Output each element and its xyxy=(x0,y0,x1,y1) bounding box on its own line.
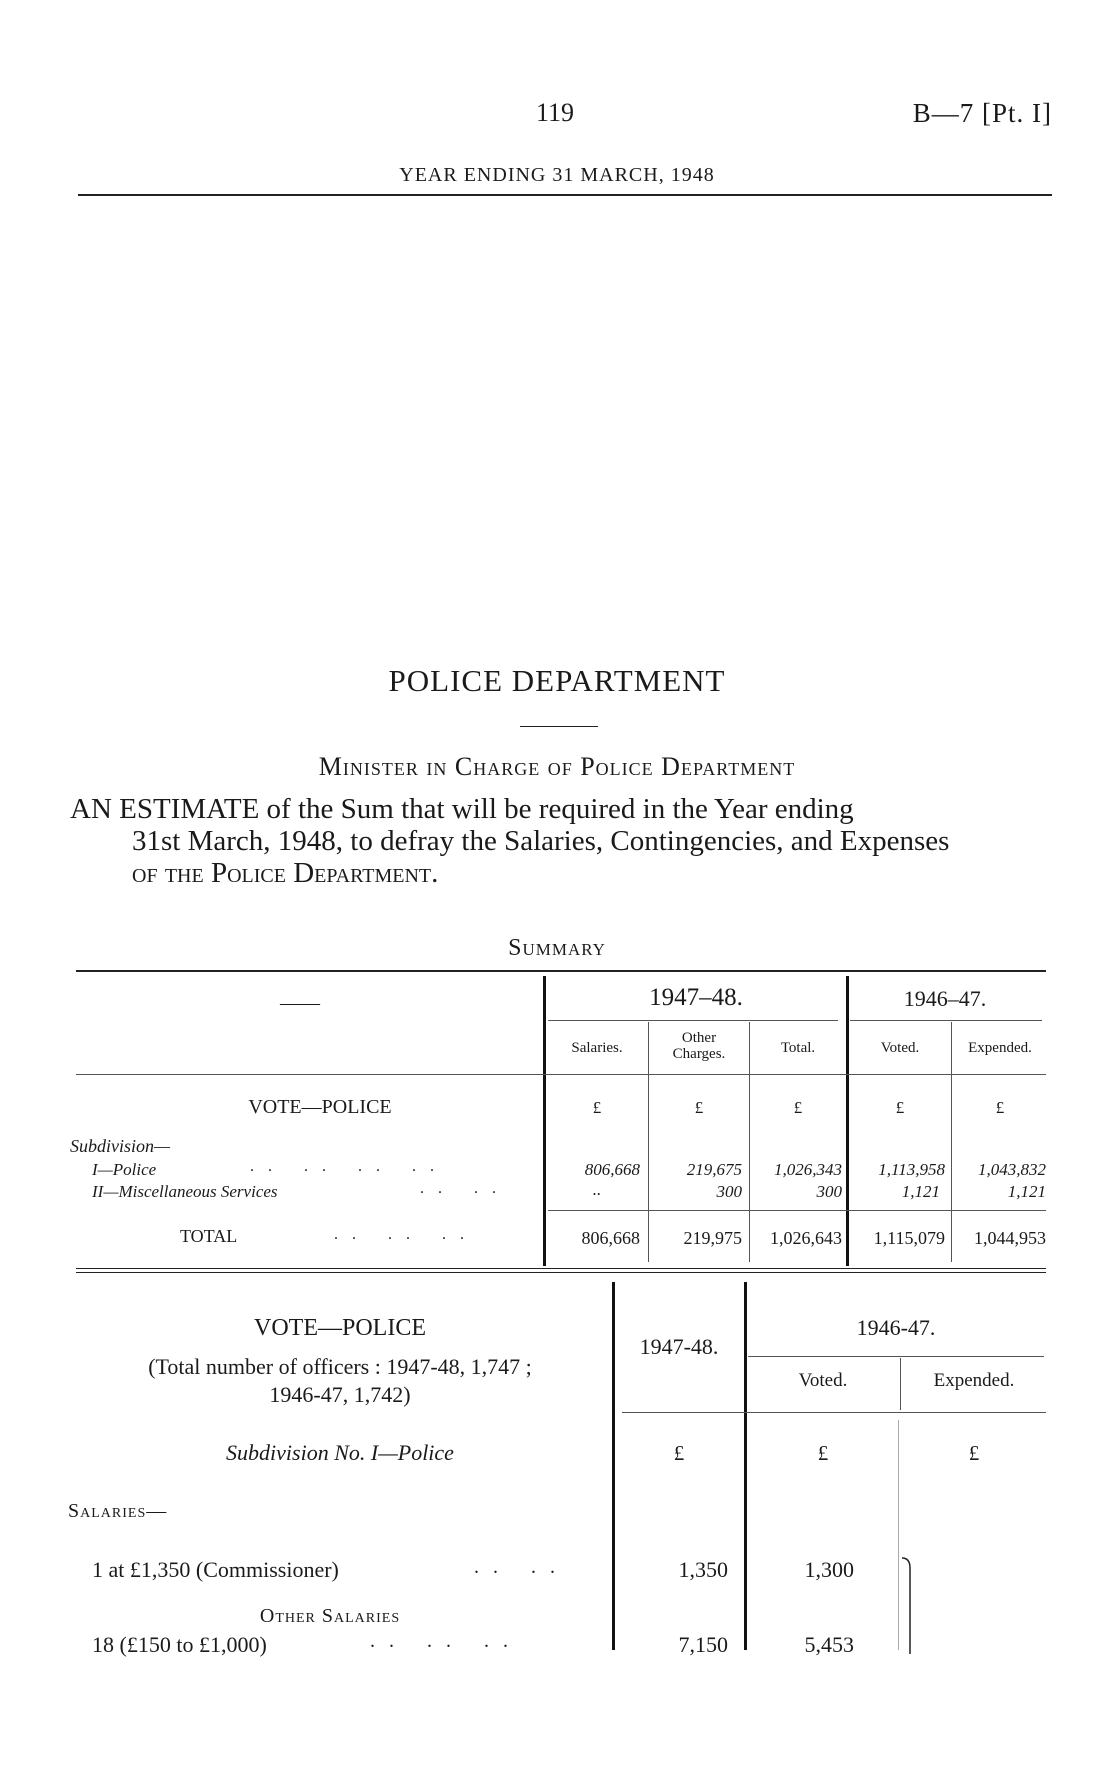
summary-header-rule xyxy=(76,1074,1046,1075)
summary-sub-other-line1: Other xyxy=(681,1030,717,1046)
detail-col-1946: 1946-47. xyxy=(856,1315,936,1340)
summary-vote-label: VOTE—POLICE xyxy=(248,1096,392,1118)
detail-cell-1947: 7,150 xyxy=(678,1632,728,1657)
summary-sub-rule-1946 xyxy=(850,1020,1042,1021)
summary-row-leader: .. .. xyxy=(420,1180,510,1197)
detail-officers-line-2: 1946-47, 1,742) xyxy=(269,1382,411,1407)
detail-currency-1947: £ xyxy=(673,1441,685,1465)
document-reference: B—7 [Pt. I] xyxy=(912,98,1052,128)
detail-row-leader: .. .. xyxy=(474,1556,569,1578)
summary-title: Summary xyxy=(508,935,606,961)
detail-sub-voted: Voted. xyxy=(798,1370,848,1391)
detail-subdivision: Subdivision No. I—Police xyxy=(226,1440,454,1465)
estimate-line-2: 31st March, 1948, to defray the Salaries, Contingencies, and Expenses xyxy=(132,825,950,857)
summary-currency-other: £ xyxy=(694,1098,704,1117)
summary-cell: 1,113,958 xyxy=(878,1160,945,1179)
department-title: POLICE DEPARTMENT xyxy=(388,663,726,698)
summary-subdivision-label: Subdivision— xyxy=(70,1136,171,1156)
detail-vline-1946 xyxy=(744,1282,747,1650)
summary-sub-rule-1947 xyxy=(548,1020,838,1021)
detail-other-salaries-heading: Other Salaries xyxy=(259,1605,401,1627)
summary-sub-total: Total. xyxy=(780,1040,816,1056)
summary-currency-voted: £ xyxy=(895,1098,905,1117)
summary-cell: 1,043,832 xyxy=(978,1160,1046,1179)
summary-vline-main xyxy=(543,976,546,1266)
summary-total-cell: 219,975 xyxy=(683,1228,742,1248)
expended-bracket xyxy=(900,1556,916,1656)
summary-cell: 1,121 xyxy=(901,1182,940,1201)
summary-sub-other xyxy=(650,1030,748,1062)
summary-row-label: I—Police xyxy=(92,1160,157,1179)
summary-vline-other xyxy=(648,1022,649,1262)
detail-row-label: 1 at £1,350 (Commissioner) xyxy=(92,1557,339,1582)
minister-line: Minister in Charge of Police Department xyxy=(318,752,796,781)
detail-officers-line-1: (Total number of officers : 1947-48, 1,747 ; xyxy=(148,1354,532,1379)
year-heading: YEAR ENDING 31 MARCH, 1948 xyxy=(399,164,715,186)
title-divider xyxy=(520,726,598,727)
summary-total-cell: 1,115,079 xyxy=(873,1228,945,1248)
summary-total-label: TOTAL xyxy=(180,1226,238,1246)
page-number: 119 xyxy=(536,98,575,127)
summary-col-1946: 1946–47. xyxy=(903,986,987,1011)
summary-currency-expended: £ xyxy=(995,1098,1005,1117)
estimate-text xyxy=(70,793,1060,889)
detail-header-rule xyxy=(622,1412,1046,1413)
estimate-line-1: AN ESTIMATE of the Sum that will be required in the Year ending xyxy=(70,793,854,825)
summary-dash: —— xyxy=(280,992,320,1014)
summary-sub-salaries: Salaries. xyxy=(571,1040,623,1056)
summary-sub-voted: Voted. xyxy=(880,1040,920,1056)
summary-cell: .. xyxy=(592,1180,602,1199)
summary-sub-other-line2: Charges. xyxy=(672,1046,726,1062)
summary-cell: 1,026,343 xyxy=(774,1160,842,1179)
detail-cell-voted: 5,453 xyxy=(804,1632,854,1657)
summary-cell: 219,675 xyxy=(686,1160,742,1179)
summary-total-leader: .. .. .. xyxy=(334,1226,478,1243)
summary-row-leader: .. .. .. .. xyxy=(250,1158,448,1175)
detail-row-label: 18 (£150 to £1,000) xyxy=(92,1632,267,1657)
detail-row-leader: .. .. .. xyxy=(370,1630,522,1652)
summary-row-label: II—Miscellaneous Services xyxy=(92,1182,278,1201)
summary-currency-total: £ xyxy=(793,1098,803,1117)
detail-vline-main xyxy=(612,1282,615,1650)
detail-sub-rule-1946 xyxy=(748,1356,1044,1357)
summary-total-cell: 806,668 xyxy=(581,1228,640,1248)
summary-bottom-rule-1 xyxy=(76,1268,1046,1269)
detail-currency-voted: £ xyxy=(817,1441,829,1465)
detail-vline-expended xyxy=(900,1358,901,1410)
summary-vline-expended xyxy=(951,1022,952,1262)
detail-vote-label: VOTE—POLICE xyxy=(254,1315,426,1341)
summary-bottom-rule-2 xyxy=(76,1272,1046,1273)
estimate-line-3: of the Police Department. xyxy=(132,857,439,889)
summary-total-cell: 1,044,953 xyxy=(974,1228,1046,1248)
detail-col-1947: 1947-48. xyxy=(639,1334,719,1359)
detail-salaries-heading: Salaries— xyxy=(68,1500,168,1522)
summary-top-rule xyxy=(76,970,1046,972)
summary-cell: 1,121 xyxy=(1007,1182,1046,1201)
summary-cell: 300 xyxy=(816,1182,842,1201)
detail-currency-expended: £ xyxy=(968,1441,980,1465)
detail-cell-1947: 1,350 xyxy=(678,1557,728,1582)
summary-total-rule xyxy=(548,1210,1046,1211)
header-rule xyxy=(78,194,1052,196)
summary-cell: 300 xyxy=(716,1182,742,1201)
detail-sub-expended: Expended. xyxy=(933,1370,1015,1391)
summary-sub-expended: Expended. xyxy=(968,1040,1032,1056)
summary-vline-1946 xyxy=(846,976,849,1266)
summary-vline-total xyxy=(749,1022,750,1262)
summary-col-1947: 1947–48. xyxy=(649,984,743,1011)
detail-vline-expended-lower xyxy=(898,1420,899,1650)
summary-currency-salaries: £ xyxy=(592,1098,602,1117)
summary-total-cell: 1,026,643 xyxy=(770,1228,842,1248)
summary-cell: 806,668 xyxy=(584,1160,640,1179)
detail-cell-voted: 1,300 xyxy=(804,1557,854,1582)
